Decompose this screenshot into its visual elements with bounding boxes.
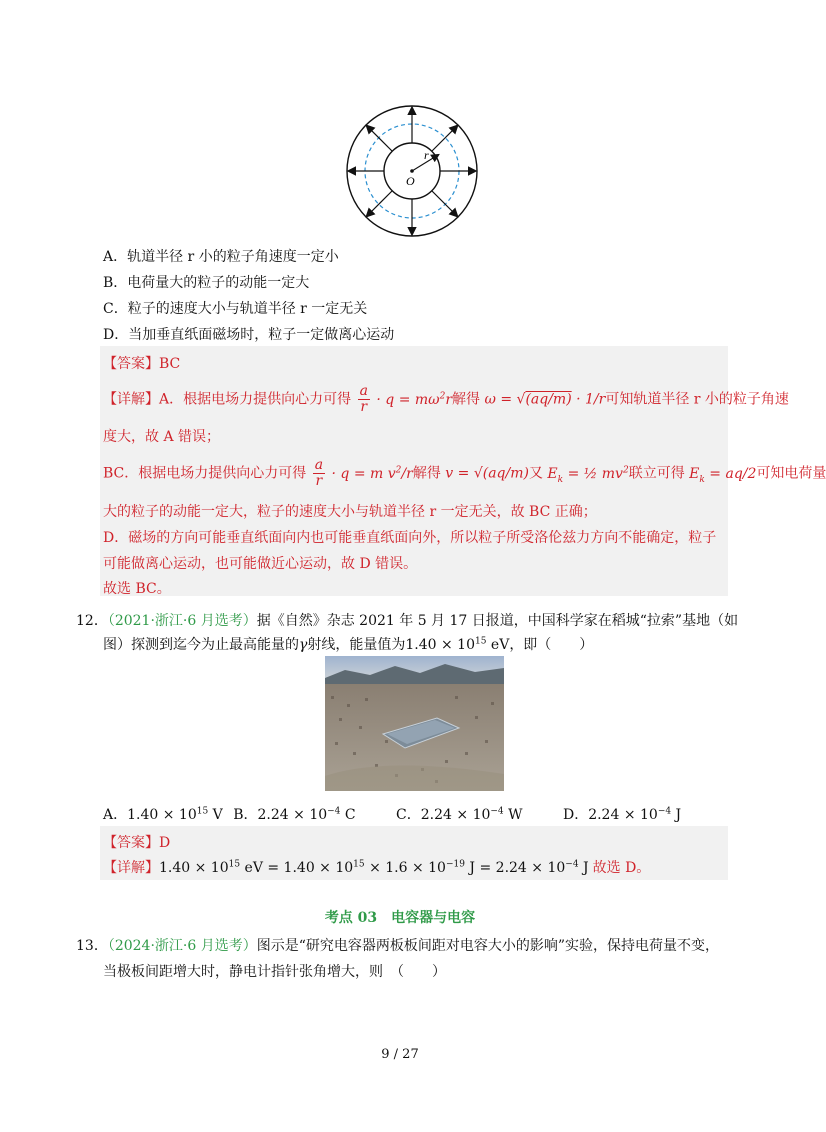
q12-detail: 【详解】$1.40 \times 10^{15}$ eV = $1.40 \times 10^{15} \times 1.6 \times 10^{-19}$ $J = 2.24 \times 10^{-4}$ J 故选 D。 <box>103 859 651 876</box>
center-point <box>410 169 414 173</box>
q12-options: A．$1.40 \times 10^{15}$ V B．$2.24 \times 10^{-4}$ C C．$2.24 \times 10^{-4}$ W D．$2.24 \times 10^{-4}$ J <box>103 806 682 823</box>
q11-option-b: B．电荷量大的粒子的动能一定大 <box>103 275 310 291</box>
page-number: 9 / 27 <box>381 1047 419 1062</box>
lhaaso-site-photo <box>325 656 504 791</box>
q11-detail-d-1: D．磁场的方向可能垂直纸面向内也可能垂直纸面向外，所以粒子所受洛伦兹力方向不能确定，粒子 <box>103 530 717 546</box>
q13-stem-line-2: 当极板间距增大时，静电计指针张角增大，则 （ ） <box>103 964 446 980</box>
q11-conclusion: 故选 BC。 <box>103 581 171 597</box>
answer-tag: 【答案】 <box>103 356 159 372</box>
q11-detail-bc-cont: 大的粒子的动能一定大，粒子的速度大小与轨道半径 r 一定无关，故 BC 正确； <box>103 504 597 520</box>
radius-label: r <box>424 148 429 162</box>
q12-answer: 【答案】D <box>103 835 171 851</box>
question-number: 12． <box>76 613 108 629</box>
fraction-a-over-r: $\frac{a}{r}$ <box>359 383 368 415</box>
q13-stem-line-1: 13．（2024·浙江·6 月选考）图示是“研究电容器两板板间距对电容大小的影响”实验，保持电荷量不变， <box>76 938 720 954</box>
q11-detail-a: 【详解】A．根据电场力提供向心力可得 $\frac{a}{r}$ · $q = m\omega^2r$解得 ω = √(aq/m) · 1/r可知轨道半径 r 小的粒子角速 <box>103 383 789 415</box>
q11-option-d: D．当加垂直纸面磁场时，粒子一定做离心运动 <box>103 327 395 343</box>
q11-detail-a-cont: 度大，故 A 错误； <box>103 429 221 445</box>
q11-detail-bc: BC．根据电场力提供向心力可得 $\frac{a}{r}$ · q = m $v^2/r$解得 v = √(aq/m)又 $E_k$ = ½ $mv^2$联立可得 $E_k = aq/2$可知电荷量 <box>103 457 826 489</box>
electric-field-diagram <box>344 103 480 239</box>
section-title: 考点 03 电容器与电容 <box>324 910 476 926</box>
answer-value: BC <box>159 356 181 372</box>
center-label: O <box>406 174 415 188</box>
q12-stem-line-2: 图）探测到迄今为止最高能量的γ射线，能量值为$1.40 \times 10^{15}$ eV，即（ ） <box>103 636 594 653</box>
q11-detail-d-2: 可能做离心运动，也可能做近心运动，故 D 错误。 <box>103 556 418 572</box>
q11-option-a: A．轨道半径 r 小的粒子角速度一定小 <box>103 249 339 265</box>
q11-option-c: C．粒子的速度大小与轨道半径 r 一定无关 <box>103 301 368 317</box>
q12-stem-line-1: 12．（2021·浙江·6 月选考）据《自然》杂志 2021 年 5 月 17 日报道，中国科学家在稻城“拉索”基地（如 <box>76 613 739 629</box>
q11-answer <box>103 353 180 373</box>
detail-tag: 【详解】 <box>103 391 159 408</box>
question-source: （2021·浙江·6 月选考） <box>107 613 257 629</box>
